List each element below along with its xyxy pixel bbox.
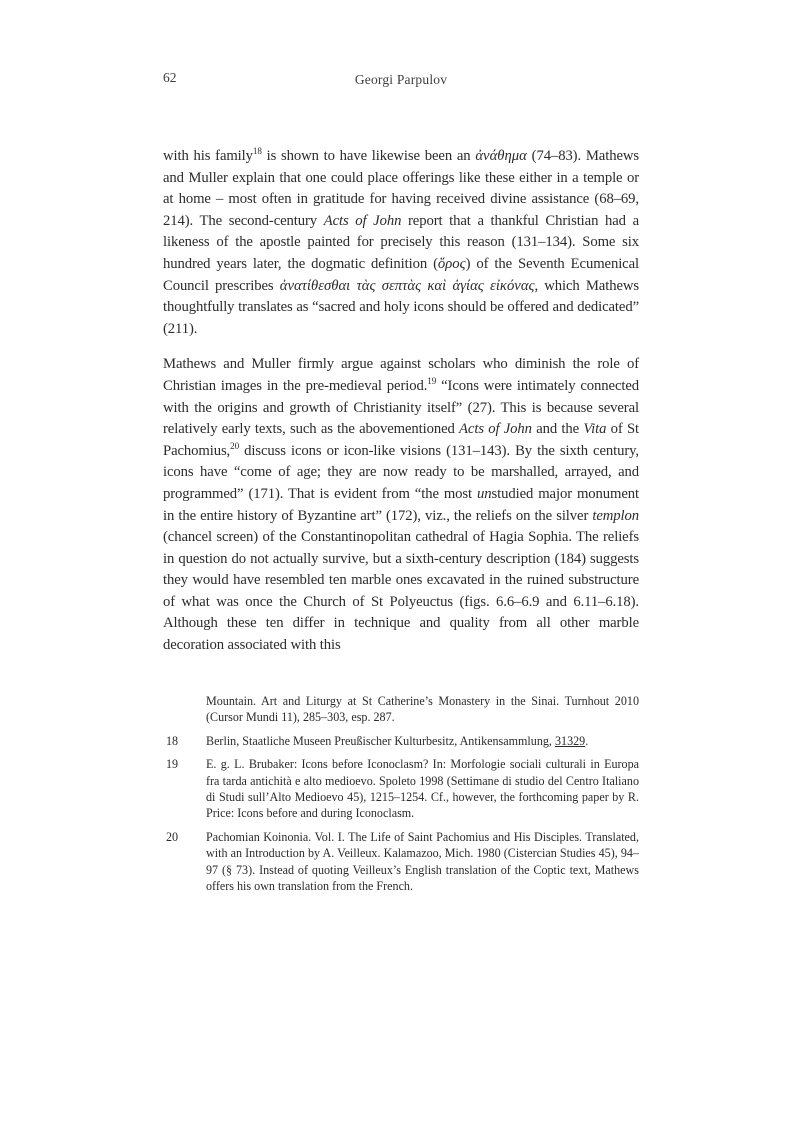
text-segment: (74–83). Mathews and Muller explain that one could place offerings like these either in a temple or at home – most often in gratitude for having received divine assistance (68–69, 214). The second-century [163, 148, 639, 229]
text-segment: ) of the Seventh Ecumenical Council prescribes [163, 255, 639, 294]
text-segment: . [585, 733, 589, 748]
footnote-item [163, 733, 639, 749]
running-title: Georgi Parpulov [354, 72, 448, 87]
greek-text: ὅρος [437, 255, 466, 272]
text-segment: with his family [163, 148, 253, 164]
running-header [163, 70, 639, 90]
footnote-number: 18 [166, 733, 179, 748]
page-number: 62 [163, 70, 177, 85]
text-segment: “Icons were intimately connected with the origins and growth of Christianity itself” (27). This is because several relatively early texts, such as the abovementioned [163, 377, 640, 438]
body-text [163, 146, 639, 671]
footnote-text [206, 694, 639, 724]
footnote-text [206, 757, 639, 820]
text-segment: E. g. L. Brubaker: Icons before Iconoclasm? In: Morfologie sociali culturali in Europa fra tarda antichità e alto medioevo. Spoleto 1998 (Settimane di studio del Centro Italiano di Studi sull’Alto Medioevo 45), 1215–1254. Cf., however, the forthcoming paper by R. Price: Icons before and during Iconoclasm. [206, 757, 639, 821]
greek-text: ἀνατίθεσθαι τὰς σεπτὰς καὶ ἁγίας εἰκόνας [279, 277, 535, 294]
text-segment: of St Pachomius, [163, 421, 640, 459]
footnote-item [163, 756, 639, 822]
text-segment: Pachomian Koinonia. Vol. I. The Life of Saint Pachomius and His Disciples. Translated, with an Introduction by A. Veilleux. Kalamazoo, Mich. 1980 (Cistercian Studies 45), 94–97 (§ 73). Instead of quoting Veilleux’s English translation of the Coptic text, Mathews offers his own translation from the French. [206, 829, 639, 894]
paragraph [163, 354, 639, 656]
text-segment: Acts of John [459, 421, 532, 438]
footnote-text [206, 734, 588, 748]
text-segment: studied major monument in the entire history of Byzantine art” (172), viz., the reliefs on the silver [163, 485, 640, 524]
footnotes [163, 693, 639, 901]
text-segment: Mathews and Muller firmly argue against scholars who diminish the role of Christian images in the pre-medieval period. [163, 356, 639, 394]
text-segment: templon [592, 507, 639, 524]
footnote-number: 20 [166, 829, 179, 844]
footnote-item [163, 829, 639, 895]
footnote-reference: 18 [252, 146, 262, 157]
inline-link[interactable]: 31329 [554, 733, 586, 748]
text-segment: discuss icons or icon-like visions (131–143). By the sixth century, icons have “come of age; they are now ready to be marshalled, arrayed, and programmed” (171). That is evident from “the most [163, 442, 639, 502]
footnote-item [163, 693, 639, 726]
paragraph [163, 146, 639, 340]
footnote-number: 19 [166, 757, 179, 772]
text-segment: and the [531, 421, 584, 438]
footnote-text [206, 830, 639, 893]
text-segment: Vita [583, 421, 607, 438]
text-segment: report that a thankful Christian had a likeness of the apostle painted for precisely this reason (131–134). Some six hundred years later, the dogmatic definition ( [163, 212, 640, 272]
text-segment: (chancel screen) of the Constantinopolitan cathedral of Hagia Sophia. The reliefs in question do not actually survive, but a sixth-century description (184) suggests they would have resembled ten marble ones excavated in the ruined substructure of what was once the Church of St Polyeuctus (figs. 6.6–6.9 and 6.11–6.18). Although these ten differ in technique and quality from all other marble decoration associated with this [163, 529, 639, 654]
footnote-reference: 19 [427, 376, 437, 387]
text-segment: is shown to have likewise been an [261, 148, 476, 164]
greek-text: ἀνάθημα [475, 148, 527, 164]
text-segment: , which Mathews thoughtfully translates as “sacred and holy icons should be offered and dedicated” (211). [163, 277, 639, 337]
text-segment: Acts of John [323, 212, 402, 229]
text-segment: Mountain. Art and Liturgy at St Catherine’s Monastery in the Sinai. Turnhout 2010 (Cursor Mundi 11), 285–303, esp. 287. [206, 694, 639, 725]
text-segment: Berlin, Staatliche Museen Preußischer Kulturbesitz, Antikensammlung, [206, 733, 555, 748]
text-segment: un [477, 485, 492, 502]
footnote-reference: 20 [230, 440, 240, 451]
